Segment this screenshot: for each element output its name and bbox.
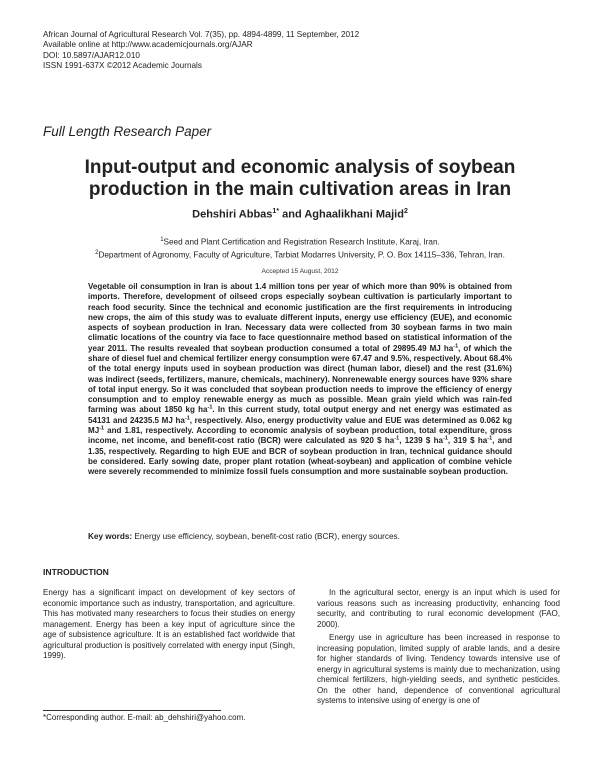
affiliation-2-number: 2	[95, 249, 99, 256]
author-2-marker: 2	[403, 208, 408, 215]
abstract-text: and 1.81, respectively. According to economic analysis of soybean production, total expenditure, gross income, net income, and benefit-cost ratio (BCR) were calculated as 920 $ ha	[88, 425, 512, 446]
affiliation-1	[44, 235, 556, 248]
affiliation-1-text: Seed and Plant Certification and Registration Research Institute, Karaj, Iran.	[163, 237, 440, 247]
journal-doi: DOI: 10.5897/AJAR12.010	[43, 50, 140, 60]
affiliation-2-text: Department of Agronomy, Faculty of Agriculture, Tarbiat Modarres University, P. O. Box 14115–336, Tehran, Iran.	[98, 250, 505, 260]
journal-issn: ISSN 1991-637X ©2012 Academic Journals	[43, 61, 202, 71]
unit-exponent: -1	[394, 435, 400, 442]
affiliation-1-number: 1	[160, 237, 164, 243]
abstract	[88, 282, 512, 477]
journal-availability: Available online at http://www.academicjournals.org/AJAR	[43, 40, 253, 50]
abstract-text: Vegetable oil consumption in Iran is about 1.4 million tons per year of which more than 90% is obtained from imports. Therefore, development of oilseed crops especially soybean cultivation is particularly important to reach food security. Since the technical and economic justification are the first requirements in introducing new crops, the aim of this study was to evaluate different inputs, energy use efficiency (EUE), and economic aspects of soybean production in Iran. Necessary data were collected from 30 soybean farms in two main climatic locations of the country via face to face questionnaire method based on statistical information of the year 2011. The results revealed that soybean production consumed a total of 29895.49 MJ ha	[88, 282, 512, 353]
left-column	[43, 588, 295, 672]
abstract-text: . In this current study, total output energy and net energy was estimated as 54131 and 24235.5 MJ ha	[88, 405, 513, 425]
abstract-text: , of which the share of diesel fuel and chemical fertilizer energy consumption were 67.47 and 9.5%, respectively. About 68.4% of the total energy inputs used in soybean production was direct (human labor, diesel) and the rest (31.6%) was indirect (seeds, fertilizers, manure, chemicals, machinery). Nonrenewable energy sources have 93% share of total input energy. So it was concluded that soybean production needs to improve the efficiency of energy consumption and to employ renewable energy as much as possible. Mean grain yield which was rain-fed farming was about 1850 kg ha	[88, 343, 512, 415]
unit-exponent: -1	[487, 435, 493, 442]
unit-exponent: -1	[443, 435, 448, 442]
keywords	[88, 532, 530, 541]
paper-title	[40, 157, 560, 201]
author-1: Dehshiri Abbas	[192, 208, 273, 221]
journal-citation: African Journal of Agricultural Research Vol. 7(35), pp. 4894-4899, 11 September, 2012	[43, 30, 360, 39]
abstract-text: , and 1.35, respectively. Regarding to high EUE and BCR of soybean production in Iran, technical guidance should be considered. Early sowing date, proper plant rotation (wheat-soybean) and application of combine vehicle were severely recommended to minimize fossil fuels consumption and more sustainable soybean production.	[88, 436, 512, 477]
paper-type: Full Length Research Paper	[43, 124, 212, 139]
unit-exponent: -1	[453, 343, 459, 350]
title-line-1: Input-output and economic analysis of soybean	[84, 157, 516, 178]
affiliation-2	[44, 248, 556, 261]
footnote-divider	[43, 710, 221, 711]
keywords-text: Energy use efficiency, soybean, benefit-cost ratio (BCR), energy sources.	[132, 532, 400, 541]
intro-paragraph-1: Energy has a significant impact on development of key sectors of economic importance such as industry, transportation, and agriculture. This has motivated many researchers to focus their studies on energy management. Energy has been a key input of agriculture since the age of subsistence agriculture. It is an established fact worldwide that agricultural production is positively correlated with energy input (Singh, 1999).	[43, 588, 295, 661]
unit-exponent: -1	[184, 414, 190, 421]
author-2: Aghaalikhani Majid	[304, 208, 404, 221]
right-column	[317, 588, 560, 707]
abstract-text: , 319 $ ha	[447, 436, 488, 446]
journal-info	[43, 30, 359, 72]
section-heading-introduction: INTRODUCTION	[43, 567, 109, 577]
accepted-date: Accepted 15 August, 2012	[261, 268, 339, 275]
title-line-2: production in the main cultivation areas in Iran	[88, 179, 512, 200]
keywords-label: Key words:	[88, 532, 133, 541]
unit-exponent: -1	[207, 404, 213, 411]
intro-paragraph-3: Energy use in agriculture has been increased in response to increasing population, limited supply of arable lands, and a desire for higher standards of living. Tendency towards intensive use of energy in agricultural systems is mainly due to mechanization, using chemical fertilizers, high-yielding seeds, and synthetic pesticides. On the other hand, dependence of conventional agricultural systems to intensive using of energy is one of	[317, 633, 560, 706]
intro-paragraph-2: In the agricultural sector, energy is an input which is used for various reasons such as increasing productivity, enhancing food security, and contributing to rural economic development (FAO, 2000).	[317, 588, 560, 629]
author-list	[0, 208, 600, 221]
author-1-marker: 1*	[272, 208, 280, 215]
author-conjunction: and	[279, 208, 305, 221]
affiliations	[44, 235, 556, 260]
unit-exponent: -1	[99, 425, 105, 432]
abstract-text: , respectively. Also, energy productivity value and EUE was determined as 0.062 kg MJ	[88, 415, 512, 435]
corresponding-author-footnote: *Corresponding author. E-mail: ab_dehshiri@yahoo.com.	[43, 713, 246, 722]
abstract-text: , 1239 $ ha	[399, 436, 444, 446]
